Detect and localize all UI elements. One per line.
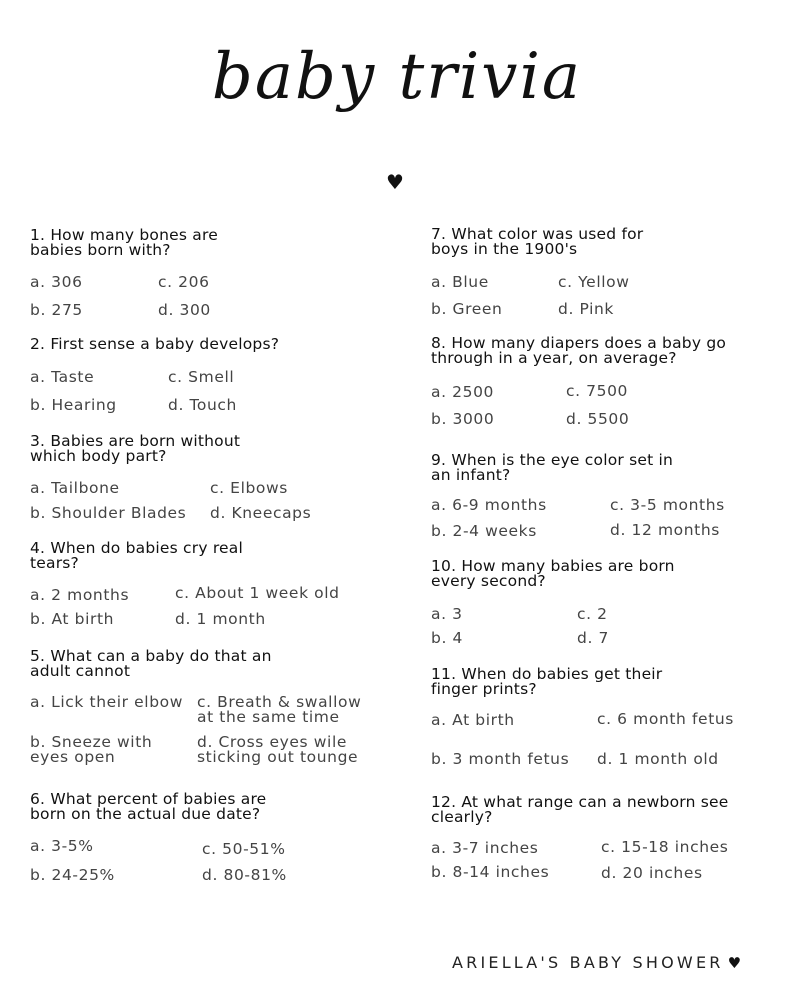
answer-option: d. Pink: [558, 300, 615, 318]
answer-option: d. Kneecaps: [210, 504, 312, 522]
answer-option: d. Touch: [168, 396, 237, 414]
answer-option: c. Smell: [168, 368, 235, 386]
answer-option: b. Hearing: [30, 396, 117, 414]
answer-option: d. 80-81%: [202, 866, 287, 884]
answer-option: b. 2-4 weeks: [431, 522, 537, 540]
footer: [452, 953, 741, 972]
question-text: 7. What color was used for boys in the 1900's: [431, 225, 644, 258]
answer-option: d. 1 month old: [597, 750, 719, 768]
answer-option: c. 6 month fetus: [597, 710, 734, 728]
answer-option: a. Tailbone: [30, 479, 120, 497]
answer-option: c. Yellow: [558, 273, 630, 291]
answer-option: c. 3-5 months: [610, 496, 725, 514]
answer-option: b. 3 month fetus: [431, 750, 570, 768]
answer-option: c. 2: [577, 605, 608, 623]
heart-icon: ♥: [727, 954, 742, 972]
question-text: 11. When do babies get their finger prints?: [431, 665, 663, 698]
answer-option: c. 7500: [566, 382, 629, 400]
answer-option: a. Taste: [30, 368, 95, 386]
answer-option: a. Lick their elbow: [30, 693, 184, 711]
answer-option: d. 5500: [566, 410, 630, 428]
answer-option: b. 8-14 inches: [431, 863, 550, 881]
answer-option: c. About 1 week old: [175, 584, 340, 602]
answer-option: a. At birth: [431, 711, 515, 729]
answer-option: a. 3-7 inches: [431, 839, 539, 857]
answer-option: c. Breath & swallow at the same time: [197, 693, 362, 726]
answer-option: a. 3: [431, 605, 463, 623]
page-title: baby trivia: [211, 40, 583, 114]
heart-icon: ♥: [386, 170, 404, 194]
answer-option: b. Green: [431, 300, 503, 318]
answer-option: a. 306: [30, 273, 83, 291]
answer-option: c. 206: [158, 273, 210, 291]
answer-option: b. Shoulder Blades: [30, 504, 187, 522]
question-text: 12. At what range can a newborn see clearly?: [431, 793, 729, 826]
question-text: 9. When is the eye color set in an infant?: [431, 451, 674, 484]
answer-option: c. Elbows: [210, 479, 288, 497]
answer-option: d. 7: [577, 629, 609, 647]
answer-option: b. 4: [431, 629, 463, 647]
answer-option: b. 24-25%: [30, 866, 115, 884]
question-text: 1. How many bones are babies born with?: [30, 226, 218, 259]
question-text: 6. What percent of babies are born on the actual due date?: [30, 790, 267, 823]
answer-option: b. Sneeze with eyes open: [30, 733, 153, 766]
answer-option: b. At birth: [30, 610, 115, 628]
answer-option: c. 15-18 inches: [601, 838, 729, 856]
question-text: 2. First sense a baby develops?: [30, 335, 280, 353]
answer-option: b. 3000: [431, 410, 495, 428]
answer-option: d. Cross eyes wile sticking out tounge: [197, 733, 359, 766]
question-text: 10. How many babies are born every second?: [431, 557, 675, 590]
answer-option: a. 6-9 months: [431, 496, 547, 514]
answer-option: a. 2500: [431, 383, 494, 401]
answer-option: a. 2 months: [30, 586, 130, 604]
question-text: 5. What can a baby do that an adult cannot: [30, 647, 272, 680]
footer-text: ARIELLA'S BABY SHOWER: [452, 953, 724, 972]
answer-option: a. Blue: [431, 273, 489, 291]
answer-option: d. 20 inches: [601, 864, 703, 882]
answer-option: d. 1 month: [175, 610, 266, 628]
answer-option: c. 50-51%: [202, 840, 286, 858]
question-text: 4. When do babies cry real tears?: [30, 539, 243, 572]
answer-option: b. 275: [30, 301, 83, 319]
question-text: 3. Babies are born without which body part?: [30, 432, 241, 465]
question-text: 8. How many diapers does a baby go through in a year, on average?: [431, 334, 727, 367]
answer-option: d. 300: [158, 301, 211, 319]
answer-option: d. 12 months: [610, 521, 720, 539]
answer-option: a. 3-5%: [30, 837, 94, 855]
